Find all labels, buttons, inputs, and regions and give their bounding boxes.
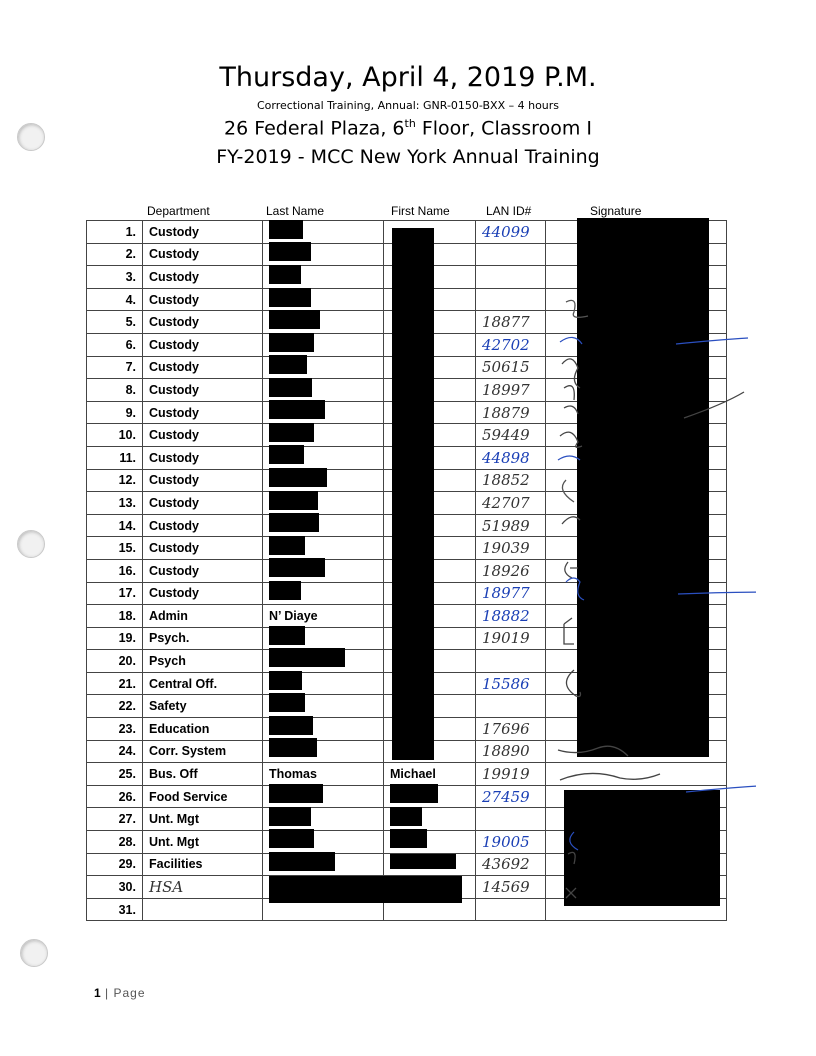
header-lan-id: LAN ID# (486, 204, 532, 218)
redaction-block (269, 876, 462, 903)
lan-id-cell (476, 243, 546, 266)
redaction-block (390, 784, 438, 803)
binder-hole-bottom (20, 939, 48, 967)
department-cell: Custody (143, 446, 263, 469)
row-number: 23. (87, 718, 143, 741)
redaction-block (269, 242, 311, 261)
lan-id-cell: 42702 (476, 333, 546, 356)
department-cell: Safety (143, 695, 263, 718)
redaction-block (269, 829, 314, 848)
row-number: 3. (87, 266, 143, 289)
lan-id-cell: 18877 (476, 311, 546, 334)
redaction-block (269, 513, 319, 532)
redaction-block (269, 558, 325, 577)
redaction-block (269, 648, 345, 667)
department-cell: Admin (143, 605, 263, 628)
row-number: 26. (87, 785, 143, 808)
department-cell: Custody (143, 243, 263, 266)
department-cell: Unt. Mgt (143, 831, 263, 854)
last-name-cell: N’ Diaye (263, 605, 384, 628)
first-name-cell: Michael (384, 763, 476, 786)
row-number: 6. (87, 333, 143, 356)
redaction-block (269, 400, 325, 419)
redaction-block (269, 491, 318, 510)
lan-id-cell: 44099 (476, 221, 546, 244)
row-number: 9. (87, 401, 143, 424)
lan-id-cell (476, 288, 546, 311)
binder-hole-middle (17, 530, 45, 558)
lan-id-cell: 44898 (476, 446, 546, 469)
row-number: 18. (87, 605, 143, 628)
redaction-block (269, 536, 305, 555)
lan-id-cell: 18997 (476, 379, 546, 402)
lan-id-cell: 17696 (476, 718, 546, 741)
header-department: Department (147, 204, 210, 218)
department-cell: Custody (143, 333, 263, 356)
lan-id-cell: 18890 (476, 740, 546, 763)
department-cell: Psych (143, 650, 263, 673)
redaction-block (392, 228, 434, 760)
row-number: 10. (87, 424, 143, 447)
row-number: 31. (87, 898, 143, 921)
row-number: 20. (87, 650, 143, 673)
redaction-block (269, 693, 305, 712)
redaction-block (269, 716, 313, 735)
redaction-block (390, 807, 422, 826)
lan-id-cell: 43692 (476, 853, 546, 876)
redaction-block (269, 378, 312, 397)
lan-id-cell: 27459 (476, 785, 546, 808)
lan-id-cell: 14569 (476, 876, 546, 899)
row-number: 21. (87, 672, 143, 695)
department-cell: Corr. System (143, 740, 263, 763)
department-cell: Facilities (143, 853, 263, 876)
header-signature: Signature (590, 204, 642, 218)
lan-id-cell: 19919 (476, 763, 546, 786)
lan-id-cell: 19005 (476, 831, 546, 854)
row-number: 11. (87, 446, 143, 469)
redaction-block (269, 671, 302, 690)
lan-id-cell: 15586 (476, 672, 546, 695)
redaction-block (390, 854, 456, 869)
lan-id-cell: 51989 (476, 514, 546, 537)
redaction-block (269, 355, 307, 374)
department-cell: Central Off. (143, 672, 263, 695)
department-cell: Custody (143, 514, 263, 537)
redaction-block (269, 738, 317, 757)
department-cell: Custody (143, 266, 263, 289)
department-cell (143, 898, 263, 921)
lan-id-cell: 42707 (476, 492, 546, 515)
redaction-block (269, 807, 311, 826)
page-footer: 1 | Page (94, 986, 146, 1000)
department-cell: Custody (143, 424, 263, 447)
lan-id-cell (476, 650, 546, 673)
redaction-block (269, 423, 314, 442)
redaction-block (390, 829, 427, 848)
redaction-block (269, 581, 301, 600)
lan-id-cell (476, 266, 546, 289)
lan-id-cell (476, 695, 546, 718)
department-cell: Custody (143, 401, 263, 424)
redaction-block (269, 333, 314, 352)
row-number: 7. (87, 356, 143, 379)
redaction-block (269, 310, 320, 329)
location-line: 26 Federal Plaza, 6th Floor, Classroom I (224, 117, 592, 140)
lan-id-cell: 18926 (476, 559, 546, 582)
lan-id-cell: 59449 (476, 424, 546, 447)
row-number: 25. (87, 763, 143, 786)
row-number: 17. (87, 582, 143, 605)
row-number: 1. (87, 221, 143, 244)
row-number: 24. (87, 740, 143, 763)
lan-id-cell: 18852 (476, 469, 546, 492)
header-last-name: Last Name (266, 204, 325, 218)
lan-id-cell: 18879 (476, 401, 546, 424)
row-number: 8. (87, 379, 143, 402)
row-number: 14. (87, 514, 143, 537)
program-line: FY-2019 - MCC New York Annual Training (216, 146, 600, 168)
department-cell: Custody (143, 537, 263, 560)
redaction-block (269, 468, 327, 487)
department-cell: Custody (143, 221, 263, 244)
redaction-block (269, 784, 323, 803)
department-cell: Custody (143, 582, 263, 605)
department-cell: Custody (143, 288, 263, 311)
row-number: 5. (87, 311, 143, 334)
department-cell: Custody (143, 492, 263, 515)
redaction-block (269, 265, 301, 284)
course-subtitle: Correctional Training, Annual: GNR-0150-BXX – 4 hours (256, 99, 560, 112)
row-number: 19. (87, 627, 143, 650)
last-name-cell: Thomas (263, 763, 384, 786)
row-number: 28. (87, 831, 143, 854)
signature-strokes (556, 204, 756, 924)
page-title: Thursday, April 4, 2019 P.M. (219, 62, 597, 93)
department-cell: Unt. Mgt (143, 808, 263, 831)
redaction-block (269, 220, 303, 239)
row-number: 4. (87, 288, 143, 311)
department-cell: Custody (143, 379, 263, 402)
lan-id-cell: 19039 (476, 537, 546, 560)
redaction-block (269, 626, 305, 645)
lan-id-cell: 18977 (476, 582, 546, 605)
department-cell: Psych. (143, 627, 263, 650)
row-number: 2. (87, 243, 143, 266)
department-cell: Custody (143, 469, 263, 492)
row-number: 27. (87, 808, 143, 831)
department-cell: Bus. Off (143, 763, 263, 786)
department-cell: Custody (143, 311, 263, 334)
row-number: 22. (87, 695, 143, 718)
department-cell: Food Service (143, 785, 263, 808)
lan-id-cell: 18882 (476, 605, 546, 628)
row-number: 15. (87, 537, 143, 560)
department-cell: Education (143, 718, 263, 741)
department-cell: Custody (143, 356, 263, 379)
department-cell: Custody (143, 559, 263, 582)
redaction-block (269, 852, 335, 871)
row-number: 13. (87, 492, 143, 515)
row-number: 30. (87, 876, 143, 899)
row-number: 12. (87, 469, 143, 492)
department-cell: HSA (143, 876, 263, 899)
header-first-name: First Name (391, 204, 450, 218)
lan-id-cell (476, 808, 546, 831)
lan-id-cell: 50615 (476, 356, 546, 379)
redaction-block (269, 445, 304, 464)
redaction-block (269, 288, 311, 307)
row-number: 29. (87, 853, 143, 876)
lan-id-cell (476, 898, 546, 921)
row-number: 16. (87, 559, 143, 582)
lan-id-cell: 19019 (476, 627, 546, 650)
